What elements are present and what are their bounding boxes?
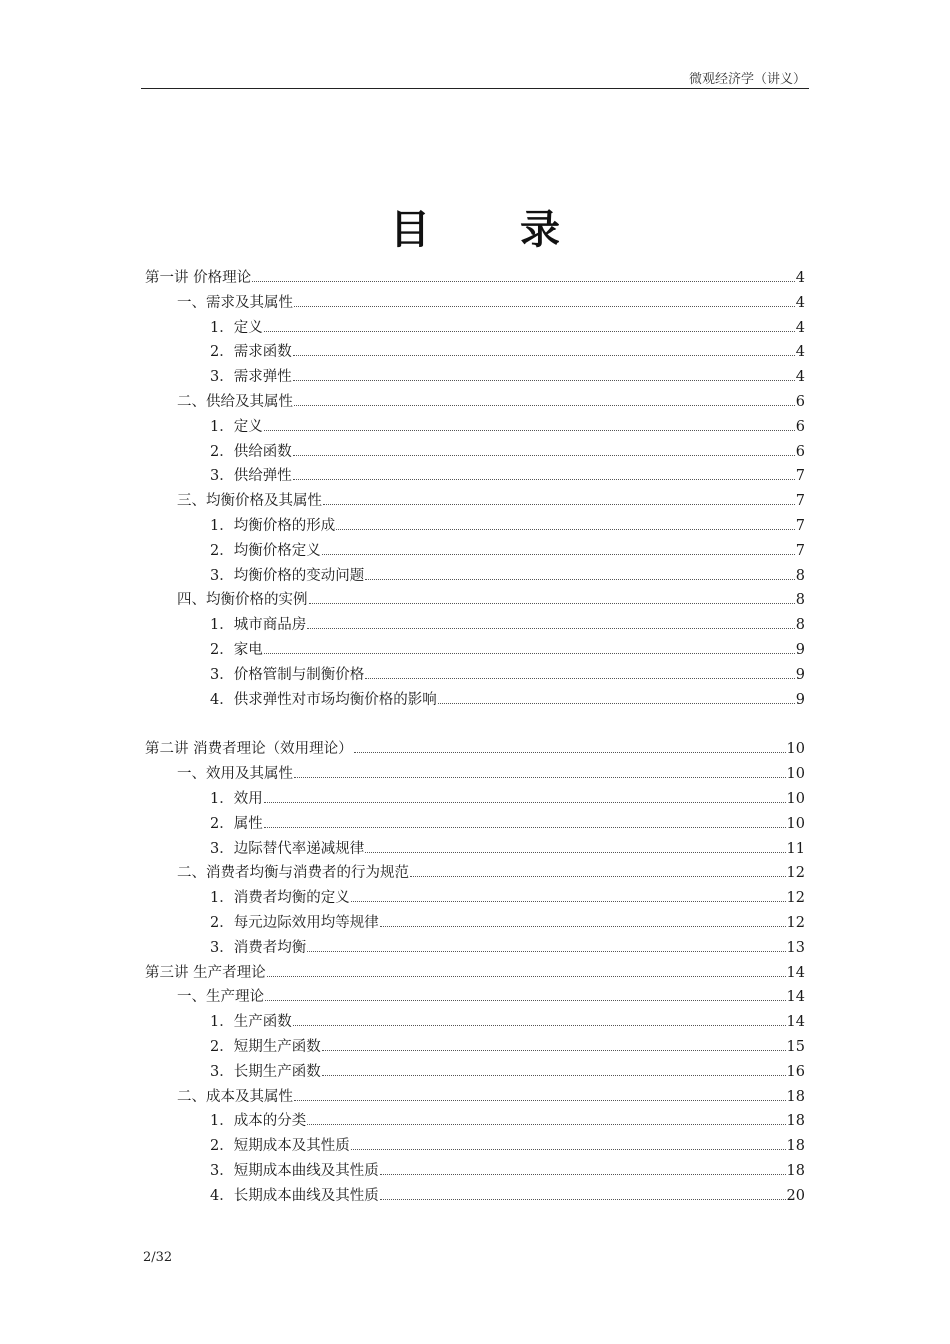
toc-entry-page-number: 14 bbox=[786, 989, 805, 1006]
toc-entry[interactable] bbox=[145, 266, 805, 291]
toc-entry-page-number: 18 bbox=[786, 1162, 805, 1179]
table-of-contents bbox=[145, 266, 805, 1208]
toc-dot-leader bbox=[294, 777, 786, 778]
toc-entry-label: 一、需求及其属性 bbox=[177, 294, 293, 311]
toc-entry[interactable] bbox=[145, 861, 805, 886]
toc-entry-page-number: 9 bbox=[795, 666, 805, 683]
toc-entry-label: 4．长期成本曲线及其性质 bbox=[210, 1187, 379, 1204]
toc-entry[interactable] bbox=[145, 613, 805, 638]
toc-entry-page-number: 6 bbox=[795, 393, 805, 410]
toc-entry[interactable] bbox=[145, 588, 805, 613]
toc-dot-leader bbox=[351, 901, 786, 902]
toc-entry-page-number: 16 bbox=[786, 1063, 805, 1080]
toc-entry[interactable] bbox=[145, 1109, 805, 1134]
toc-entry[interactable] bbox=[145, 1159, 805, 1184]
toc-entry-page-number: 20 bbox=[786, 1187, 805, 1204]
toc-entry[interactable] bbox=[145, 936, 805, 961]
toc-dot-leader bbox=[265, 1000, 786, 1001]
toc-entry-label: 二、供给及其属性 bbox=[177, 393, 293, 410]
toc-dot-leader bbox=[365, 678, 795, 679]
toc-entry-label: 2．供给函数 bbox=[210, 443, 292, 460]
toc-entry[interactable] bbox=[145, 985, 805, 1010]
toc-entry-page-number: 18 bbox=[786, 1088, 805, 1105]
toc-entry-label: 1．均衡价格的形成 bbox=[210, 517, 336, 534]
toc-entry[interactable] bbox=[145, 340, 805, 365]
toc-entry-label: 二、成本及其属性 bbox=[177, 1088, 293, 1105]
toc-entry-label: 1．定义 bbox=[210, 418, 263, 435]
toc-entry[interactable] bbox=[145, 911, 805, 936]
toc-dot-leader bbox=[264, 430, 795, 431]
toc-dot-leader bbox=[267, 976, 786, 977]
toc-dot-leader bbox=[309, 603, 795, 604]
toc-entry-page-number: 9 bbox=[795, 691, 805, 708]
toc-entry-label: 2．短期成本及其性质 bbox=[210, 1138, 350, 1155]
toc-dot-leader bbox=[322, 1050, 786, 1051]
toc-entry-label: 2．每元边际效用均等规律 bbox=[210, 914, 379, 931]
toc-dot-leader bbox=[294, 306, 795, 307]
toc-dot-leader bbox=[365, 579, 795, 580]
toc-entry[interactable] bbox=[145, 737, 805, 762]
toc-entry-page-number: 12 bbox=[786, 914, 805, 931]
toc-entry-label: 三、均衡价格及其属性 bbox=[177, 493, 322, 510]
toc-entry-page-number: 13 bbox=[786, 939, 805, 956]
footer-page-number: 2/32 bbox=[143, 1250, 173, 1265]
toc-entry-page-number: 18 bbox=[786, 1113, 805, 1130]
toc-entry-page-number: 15 bbox=[786, 1038, 805, 1055]
toc-entry[interactable] bbox=[145, 1010, 805, 1035]
toc-dot-leader bbox=[307, 628, 795, 629]
toc-entry-page-number: 14 bbox=[786, 1014, 805, 1031]
toc-dot-leader bbox=[410, 876, 786, 877]
toc-entry[interactable] bbox=[145, 415, 805, 440]
toc-entry[interactable] bbox=[145, 464, 805, 489]
toc-entry-page-number: 4 bbox=[795, 344, 805, 361]
running-header-title: 微观经济学（讲义） bbox=[688, 72, 806, 87]
toc-entry-label: 二、消费者均衡与消费者的行为规范 bbox=[177, 865, 409, 882]
toc-entry-label: 1．成本的分类 bbox=[210, 1113, 307, 1130]
toc-entry-page-number: 18 bbox=[786, 1138, 805, 1155]
toc-entry-page-number: 10 bbox=[786, 741, 805, 758]
toc-entry[interactable] bbox=[145, 539, 805, 564]
toc-entry-label: 3．长期生产函数 bbox=[210, 1063, 321, 1080]
toc-dot-leader bbox=[252, 281, 795, 282]
toc-dot-leader bbox=[293, 1025, 786, 1026]
toc-entry[interactable] bbox=[145, 564, 805, 589]
toc-entry-label: 3．边际替代率递减规律 bbox=[210, 840, 365, 857]
toc-entry-page-number: 7 bbox=[795, 493, 805, 510]
toc-entry[interactable] bbox=[145, 1035, 805, 1060]
toc-section-gap bbox=[145, 712, 805, 737]
toc-entry-page-number: 12 bbox=[786, 890, 805, 907]
toc-dot-leader bbox=[380, 926, 786, 927]
toc-entry[interactable] bbox=[145, 1060, 805, 1085]
toc-entry-label: 4．供求弹性对市场均衡价格的影响 bbox=[210, 691, 437, 708]
toc-entry-page-number: 10 bbox=[786, 815, 805, 832]
toc-entry-label: 2．均衡价格定义 bbox=[210, 542, 321, 559]
toc-entry[interactable] bbox=[145, 440, 805, 465]
toc-entry[interactable] bbox=[145, 812, 805, 837]
toc-entry[interactable] bbox=[145, 390, 805, 415]
toc-dot-leader bbox=[354, 752, 786, 753]
toc-entry-page-number: 4 bbox=[795, 319, 805, 336]
toc-entry[interactable] bbox=[145, 1184, 805, 1209]
toc-entry-page-number: 6 bbox=[795, 443, 805, 460]
toc-entry[interactable] bbox=[145, 961, 805, 986]
toc-entry-label: 1．定义 bbox=[210, 319, 263, 336]
toc-entry-label: 第二讲 消费者理论（效用理论） bbox=[145, 741, 353, 758]
toc-dot-leader bbox=[438, 703, 795, 704]
toc-dot-leader bbox=[293, 455, 795, 456]
toc-dot-leader bbox=[293, 479, 795, 480]
toc-entry[interactable] bbox=[145, 688, 805, 713]
toc-entry-label: 3．短期成本曲线及其性质 bbox=[210, 1162, 379, 1179]
toc-entry[interactable] bbox=[145, 316, 805, 341]
toc-entry[interactable] bbox=[145, 1134, 805, 1159]
toc-entry-page-number: 4 bbox=[795, 369, 805, 386]
toc-entry-label: 四、均衡价格的实例 bbox=[177, 592, 308, 609]
toc-entry-label: 1．消费者均衡的定义 bbox=[210, 890, 350, 907]
toc-dot-leader bbox=[323, 504, 795, 505]
toc-entry-label: 第一讲 价格理论 bbox=[145, 270, 252, 286]
toc-entry[interactable] bbox=[145, 837, 805, 862]
toc-dot-leader bbox=[264, 827, 786, 828]
toc-entry-page-number: 14 bbox=[786, 964, 805, 981]
toc-entry-page-number: 7 bbox=[795, 517, 805, 534]
toc-entry-label: 1．效用 bbox=[210, 790, 263, 807]
toc-entry-label: 一、效用及其属性 bbox=[177, 766, 293, 783]
toc-entry-label: 3．消费者均衡 bbox=[210, 939, 307, 956]
toc-entry-page-number: 10 bbox=[786, 766, 805, 783]
toc-dot-leader bbox=[293, 380, 795, 381]
toc-entry-page-number: 10 bbox=[786, 790, 805, 807]
toc-entry-label: 3．均衡价格的变动问题 bbox=[210, 567, 365, 584]
toc-entry-label: 2．短期生产函数 bbox=[210, 1038, 321, 1055]
toc-entry[interactable] bbox=[145, 663, 805, 688]
toc-entry-page-number: 6 bbox=[795, 418, 805, 435]
toc-entry-page-number: 8 bbox=[795, 567, 805, 584]
toc-dot-leader bbox=[380, 1174, 786, 1175]
toc-dot-leader bbox=[294, 1100, 786, 1101]
toc-dot-leader bbox=[322, 1075, 786, 1076]
toc-dot-leader bbox=[351, 1149, 786, 1150]
toc-dot-leader bbox=[336, 529, 795, 530]
toc-entry-page-number: 7 bbox=[795, 542, 805, 559]
toc-dot-leader bbox=[294, 405, 795, 406]
toc-dot-leader bbox=[264, 802, 786, 803]
toc-entry-label: 第三讲 生产者理论 bbox=[145, 964, 266, 981]
toc-entry[interactable] bbox=[145, 365, 805, 390]
toc-entry-page-number: 7 bbox=[795, 468, 805, 485]
toc-dot-leader bbox=[307, 1124, 785, 1125]
toc-dot-leader bbox=[322, 554, 795, 555]
toc-entry-label: 2．家电 bbox=[210, 641, 263, 658]
toc-entry-label: 3．价格管制与制衡价格 bbox=[210, 666, 365, 683]
toc-dot-leader bbox=[264, 653, 795, 654]
toc-entry-page-number: 4 bbox=[795, 294, 805, 311]
toc-entry-page-number: 9 bbox=[795, 641, 805, 658]
toc-entry[interactable] bbox=[145, 638, 805, 663]
toc-entry-page-number: 8 bbox=[795, 617, 805, 634]
header-divider bbox=[141, 88, 809, 89]
toc-entry[interactable] bbox=[145, 1085, 805, 1110]
toc-entry[interactable] bbox=[145, 291, 805, 316]
toc-entry-page-number: 12 bbox=[786, 865, 805, 882]
toc-entry[interactable] bbox=[145, 787, 805, 812]
toc-dot-leader bbox=[264, 331, 795, 332]
toc-dot-leader bbox=[293, 355, 795, 356]
toc-entry-label: 3．需求弹性 bbox=[210, 369, 292, 386]
toc-entry-page-number: 11 bbox=[786, 840, 805, 857]
toc-entry[interactable] bbox=[145, 514, 805, 539]
toc-entry-label: 3．供给弹性 bbox=[210, 468, 292, 485]
toc-entry-page-number: 4 bbox=[795, 270, 805, 286]
toc-entry-label: 1．城市商品房 bbox=[210, 617, 307, 634]
toc-entry[interactable] bbox=[145, 886, 805, 911]
toc-entry-label: 2．属性 bbox=[210, 815, 263, 832]
toc-entry-label: 一、生产理论 bbox=[177, 989, 264, 1006]
toc-entry[interactable] bbox=[145, 489, 805, 514]
toc-entry-page-number: 8 bbox=[795, 592, 805, 609]
toc-dot-leader bbox=[380, 1199, 786, 1200]
toc-entry[interactable] bbox=[145, 762, 805, 787]
toc-entry-label: 2．需求函数 bbox=[210, 344, 292, 361]
toc-entry-label: 1．生产函数 bbox=[210, 1014, 292, 1031]
toc-dot-leader bbox=[307, 951, 785, 952]
toc-heading: 目 录 bbox=[390, 207, 598, 253]
toc-dot-leader bbox=[365, 852, 785, 853]
